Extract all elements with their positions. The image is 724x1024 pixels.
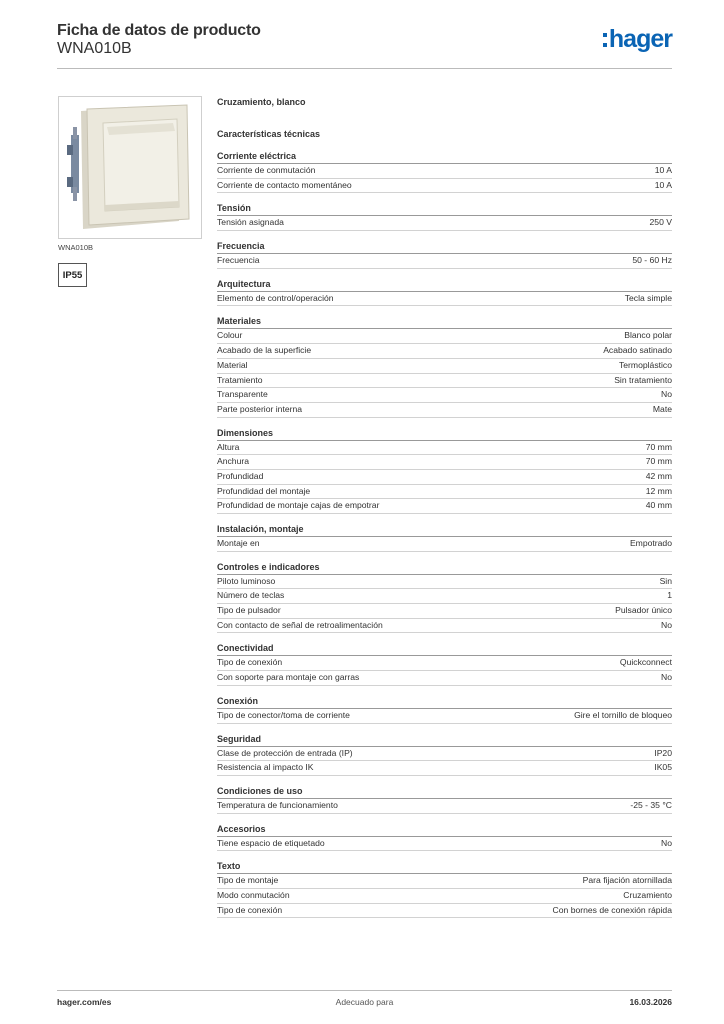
spec-row bbox=[217, 164, 672, 179]
spec-row bbox=[217, 747, 672, 762]
spec-section bbox=[217, 240, 672, 269]
page-header bbox=[57, 20, 672, 70]
spec-row bbox=[217, 904, 672, 919]
spec-section bbox=[217, 733, 672, 776]
spec-value: Acabado satinado bbox=[603, 345, 672, 356]
spec-row bbox=[217, 403, 672, 418]
section-title: Seguridad bbox=[217, 733, 672, 747]
section-title: Conexión bbox=[217, 695, 672, 709]
spec-value: 10 A bbox=[654, 179, 672, 190]
spec-label: Tensión asignada bbox=[217, 217, 284, 228]
spec-value: Gire el tornillo de bloqueo bbox=[574, 709, 672, 720]
spec-section bbox=[217, 523, 672, 552]
spec-label: Anchura bbox=[217, 456, 250, 467]
spec-value: Para fijación atornillada bbox=[582, 875, 672, 886]
section-title: Condiciones de uso bbox=[217, 785, 672, 799]
spec-label: Corriente de conmutación bbox=[217, 165, 316, 175]
spec-label: Profundidad de montaje cajas de empotrar bbox=[217, 500, 380, 511]
spec-value: 70 mm bbox=[645, 456, 672, 467]
spec-row bbox=[217, 329, 672, 344]
product-description: Cruzamiento, blanco bbox=[217, 97, 306, 107]
spec-row bbox=[217, 709, 672, 724]
spec-label: Tipo de pulsador bbox=[217, 605, 281, 616]
spec-row bbox=[217, 254, 672, 269]
spec-row bbox=[217, 589, 672, 604]
spec-label: Clase de protección de entrada (IP) bbox=[217, 747, 353, 758]
spec-label: Parte posterior interna bbox=[217, 403, 303, 414]
spec-section bbox=[217, 860, 672, 918]
spec-label: Elemento de control/operación bbox=[217, 292, 334, 303]
section-title: Corriente eléctrica bbox=[217, 150, 672, 164]
spec-value: Quickconnect bbox=[619, 657, 672, 668]
spec-value: 1 bbox=[667, 590, 672, 601]
spec-value: Pulsador único bbox=[615, 605, 672, 616]
section-title: Frecuencia bbox=[217, 240, 672, 254]
page-title: Ficha de datos de producto bbox=[57, 22, 261, 39]
spec-label: Profundidad bbox=[217, 470, 264, 481]
spec-label: Tratamiento bbox=[217, 374, 263, 385]
footer-date: 16.03.2026 bbox=[629, 997, 672, 1007]
spec-value: 70 mm bbox=[645, 441, 672, 452]
spec-row bbox=[217, 799, 672, 814]
spec-row bbox=[217, 359, 672, 374]
spec-label: Corriente de contacto momentáneo bbox=[217, 179, 352, 190]
spec-row bbox=[217, 374, 672, 389]
header-divider bbox=[57, 68, 672, 69]
spec-label: Temperatura de funcionamiento bbox=[217, 799, 338, 810]
footer-divider bbox=[57, 990, 672, 991]
spec-row bbox=[217, 761, 672, 776]
spec-value: No bbox=[661, 837, 672, 848]
spec-value: IK05 bbox=[654, 762, 672, 773]
spec-row bbox=[217, 656, 672, 671]
spec-label: Tipo de montaje bbox=[217, 875, 279, 886]
spec-label: Tiene espacio de etiquetado bbox=[217, 837, 325, 848]
spec-value: Tecla simple bbox=[624, 292, 672, 303]
spec-label: Altura bbox=[217, 441, 240, 452]
spec-row bbox=[217, 388, 672, 403]
spec-row bbox=[217, 470, 672, 485]
spec-value: 250 V bbox=[649, 217, 672, 228]
product-code: WNA010B bbox=[57, 40, 132, 57]
spec-row bbox=[217, 485, 672, 500]
spec-row bbox=[217, 216, 672, 231]
spec-value: 50 - 60 Hz bbox=[632, 255, 672, 266]
spec-value: Mate bbox=[652, 403, 672, 414]
spec-label: Tipo de conector/toma de corriente bbox=[217, 709, 350, 720]
spec-row bbox=[217, 604, 672, 619]
spec-section bbox=[217, 202, 672, 231]
spec-row bbox=[217, 889, 672, 904]
section-title: Arquitectura bbox=[217, 278, 672, 292]
spec-row bbox=[217, 671, 672, 686]
spec-row bbox=[217, 344, 672, 359]
spec-value: Sin bbox=[659, 575, 672, 586]
section-title: Texto bbox=[217, 860, 672, 874]
spec-row bbox=[217, 292, 672, 307]
spec-label: Transparente bbox=[217, 389, 268, 400]
spec-label: Profundidad del montaje bbox=[217, 485, 311, 496]
spec-value: -25 - 35 °C bbox=[630, 799, 672, 810]
spec-section bbox=[217, 785, 672, 814]
spec-content bbox=[217, 96, 672, 927]
page-footer bbox=[57, 997, 672, 1011]
spec-label: Número de teclas bbox=[217, 590, 285, 601]
spec-value: IP20 bbox=[654, 747, 672, 758]
spec-label: Resistencia al impacto IK bbox=[217, 762, 314, 773]
spec-value: 10 A bbox=[654, 165, 672, 175]
spec-section bbox=[217, 315, 672, 417]
section-title: Controles e indicadores bbox=[217, 561, 672, 575]
spec-section bbox=[217, 695, 672, 724]
spec-label: Con soporte para montaje con garras bbox=[217, 672, 360, 683]
spec-section bbox=[217, 823, 672, 852]
spec-value: 42 mm bbox=[645, 470, 672, 481]
spec-value: No bbox=[661, 619, 672, 630]
product-image bbox=[58, 96, 202, 239]
image-caption: WNA010B bbox=[58, 243, 94, 252]
spec-value: 40 mm bbox=[645, 500, 672, 511]
spec-label: Modo conmutación bbox=[217, 889, 290, 900]
spec-value: Cruzamiento bbox=[623, 889, 672, 900]
spec-row bbox=[217, 575, 672, 590]
spec-value: No bbox=[661, 672, 672, 683]
spec-value: Sin tratamiento bbox=[614, 374, 672, 385]
spec-label: Montaje en bbox=[217, 538, 260, 548]
section-title: Instalación, montaje bbox=[217, 523, 672, 537]
section-title: Dimensiones bbox=[217, 427, 672, 441]
section-title: Tensión bbox=[217, 202, 672, 216]
spec-label: Acabado de la superficie bbox=[217, 345, 312, 356]
spec-section bbox=[217, 427, 672, 514]
section-title: Accesorios bbox=[217, 823, 672, 837]
spec-label: Colour bbox=[217, 330, 243, 341]
section-title: Materiales bbox=[217, 315, 672, 329]
spec-label: Frecuencia bbox=[217, 255, 260, 266]
ip-rating-badge: IP55 bbox=[58, 263, 87, 287]
technical-characteristics-title: Características técnicas bbox=[217, 129, 321, 139]
spec-value: Con bornes de conexión rápida bbox=[552, 904, 672, 915]
spec-value: No bbox=[661, 389, 672, 400]
section-title: Conectividad bbox=[217, 642, 672, 656]
spec-row bbox=[217, 499, 672, 514]
footer-suitable-for: Adecuado para bbox=[335, 997, 394, 1007]
footer-website-link[interactable]: hager.com/es bbox=[57, 997, 112, 1007]
spec-sections bbox=[217, 150, 672, 918]
spec-label: Tipo de conexión bbox=[217, 904, 283, 915]
spec-row bbox=[217, 441, 672, 456]
spec-section bbox=[217, 561, 672, 634]
logo-dots-icon bbox=[603, 33, 607, 47]
logo-text: hager bbox=[608, 25, 672, 53]
spec-row bbox=[217, 837, 672, 852]
spec-row bbox=[217, 537, 672, 552]
spec-row bbox=[217, 179, 672, 194]
spec-section bbox=[217, 642, 672, 685]
spec-row bbox=[217, 874, 672, 889]
spec-label: Tipo de conexión bbox=[217, 657, 283, 668]
spec-row bbox=[217, 619, 672, 634]
spec-row bbox=[217, 455, 672, 470]
spec-label: Piloto luminoso bbox=[217, 575, 276, 586]
spec-value: Empotrado bbox=[629, 538, 672, 548]
spec-label: Material bbox=[217, 359, 248, 370]
switch-product-icon bbox=[59, 97, 201, 238]
spec-section bbox=[217, 150, 672, 193]
spec-section bbox=[217, 278, 672, 307]
spec-label: Con contacto de señal de retroalimentación bbox=[217, 619, 383, 630]
spec-value: 12 mm bbox=[645, 485, 672, 496]
spec-value: Termoplástico bbox=[618, 359, 672, 370]
spec-value: Blanco polar bbox=[624, 330, 672, 341]
hager-logo bbox=[603, 24, 672, 54]
